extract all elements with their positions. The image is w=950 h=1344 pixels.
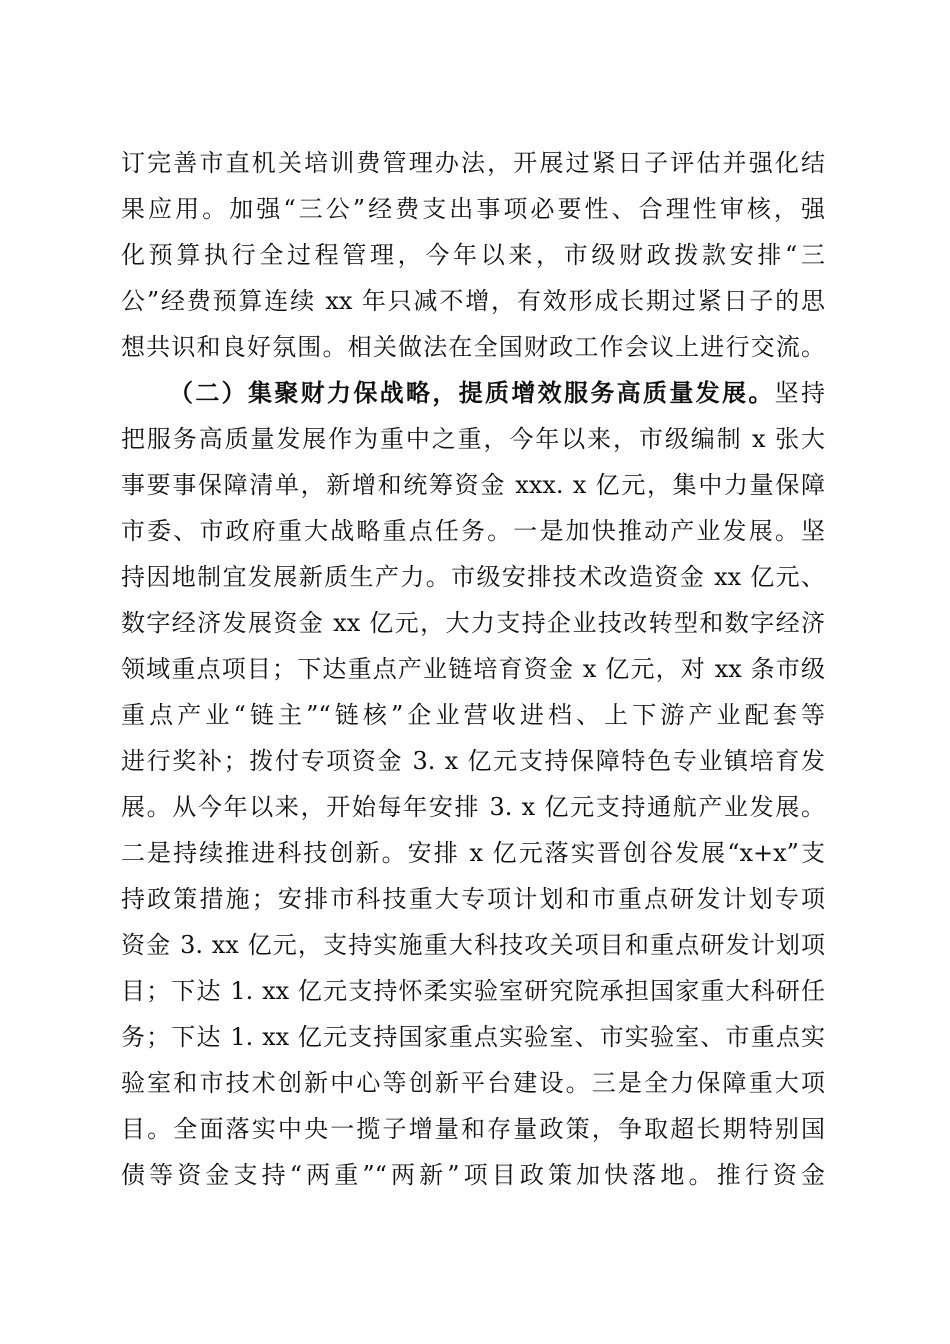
section-heading: （二）集聚财力保战略，提质增效服务高质量发展。	[169, 378, 775, 407]
paragraph-budget-control	[121, 140, 825, 370]
text-line: 果应用。加强“三公”经费支出事项必要性、合理性审核，强	[121, 195, 825, 223]
text-line: 化预算执行全过程管理，今年以来，市级财政拨款安排“三	[121, 241, 825, 269]
text-line: 进行奖补；拨付专项资金 3. x 亿元支持保障特色专业镇培育发	[121, 747, 825, 775]
text-line: 债等资金支持“两重”“两新”项目政策加快落地。推行资金	[121, 1161, 825, 1189]
text-line: 公”经费预算连续 xx 年只减不增，有效形成长期过紧日子的思	[121, 287, 825, 315]
text-line: 展。从今年以来，开始每年安排 3. x 亿元支持通航产业发展。	[121, 793, 825, 821]
text-line: 二是持续推进科技创新。安排 x 亿元落实晋创谷发展“x+x”支	[121, 839, 825, 867]
body-text	[121, 140, 825, 1198]
text-line: 目。全面落实中央一揽子增量和存量政策，争取超长期特别国	[121, 1115, 825, 1143]
text-line: 把服务高质量发展作为重中之重，今年以来，市级编制 x 张大	[121, 425, 825, 453]
paragraph-high-quality-development	[121, 370, 825, 1198]
text-line: 资金 3. xx 亿元，支持实施重大科技攻关项目和重点研发计划项	[121, 931, 825, 959]
text-line: 持政策措施；安排市科技重大专项计划和市重点研发计划专项	[121, 885, 825, 913]
text-line: 重点产业“链主”“链核”企业营收进档、上下游产业配套等	[121, 701, 825, 729]
section-heading-line	[121, 370, 825, 416]
text-line: 数字经济发展资金 xx 亿元，大力支持企业技改转型和数字经济	[121, 609, 825, 637]
text-line: 领域重点项目；下达重点产业链培育资金 x 亿元，对 xx 条市级	[121, 655, 825, 683]
text-line: 想共识和良好氛围。相关做法在全国财政工作会议上进行交流。	[121, 333, 825, 361]
text-line: 事要事保障清单，新增和统筹资金 xxx. x 亿元，集中力量保障	[121, 471, 825, 499]
text-line: 务；下达 1. xx 亿元支持国家重点实验室、市实验室、市重点实	[121, 1023, 825, 1051]
text-line: 验室和市技术创新中心等创新平台建设。三是全力保障重大项	[121, 1069, 825, 1097]
text-fragment: 坚持	[774, 379, 826, 407]
text-line: 市委、市政府重大战略重点任务。一是加快推动产业发展。坚	[121, 517, 825, 545]
text-line: 持因地制宜发展新质生产力。市级安排技术改造资金 xx 亿元、	[121, 563, 825, 591]
text-line: 目；下达 1. xx 亿元支持怀柔实验室研究院承担国家重大科研任	[121, 977, 825, 1005]
text-line: 订完善市直机关培训费管理办法，开展过紧日子评估并强化结	[121, 149, 825, 177]
